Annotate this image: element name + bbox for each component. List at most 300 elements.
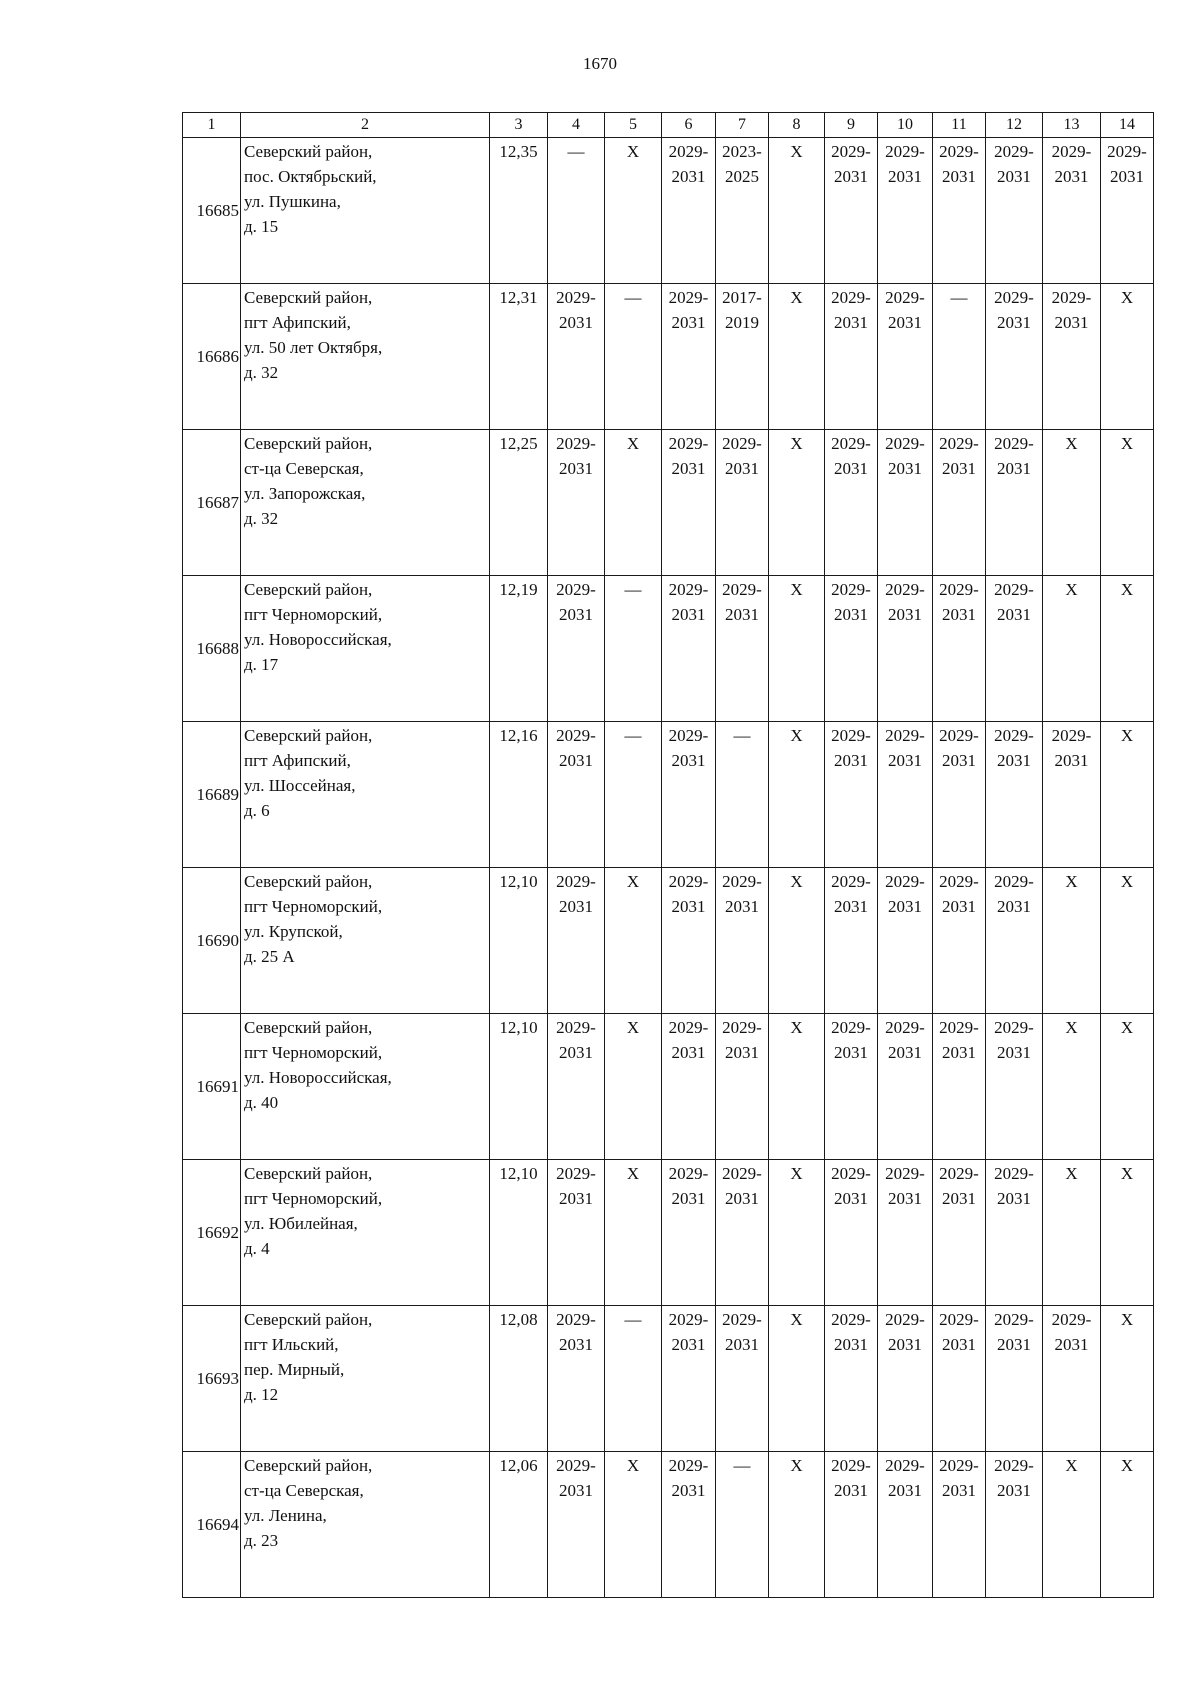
cell-text: 2025 xyxy=(725,167,759,186)
cell-text: Х xyxy=(1120,580,1134,599)
page-number: 1670 xyxy=(583,54,617,73)
value-cell-col-8 xyxy=(769,1452,825,1598)
cell-text: 2031 xyxy=(725,459,759,478)
value-cell-col-13 xyxy=(1043,1160,1101,1306)
cell-text: 2031 xyxy=(559,1189,593,1208)
cell-text: 2031 xyxy=(888,605,922,624)
cell-text: 2029- xyxy=(722,872,762,891)
value-cell-col-6 xyxy=(662,868,716,1014)
address-line: ул. Новороссийская, xyxy=(244,1068,392,1087)
cell-text: Х xyxy=(1120,288,1134,307)
cell-text: 2029- xyxy=(831,1310,871,1329)
cell-text: 2029- xyxy=(994,142,1034,161)
cell-text: 2029- xyxy=(939,142,979,161)
cell-text: 2031 xyxy=(725,605,759,624)
value-cell-col-13 xyxy=(1043,576,1101,722)
address-line: д. 40 xyxy=(244,1093,279,1112)
cell-text: Х xyxy=(626,872,640,891)
cell-text: 2029- xyxy=(939,1456,979,1475)
cell-text: 2029- xyxy=(939,1310,979,1329)
value-cell-col-11 xyxy=(933,1160,986,1306)
cell-text: 2029- xyxy=(1051,288,1092,307)
address-line: Северский район, xyxy=(244,288,373,307)
value-cell-col-14 xyxy=(1101,284,1154,430)
housing-register-table xyxy=(182,112,1154,1598)
cell-text: 2031 xyxy=(671,751,706,770)
value-cell-col-7 xyxy=(716,1160,769,1306)
cell-text: 2029- xyxy=(994,1456,1034,1475)
address-line: д. 4 xyxy=(244,1239,270,1258)
value-cell-col-13 xyxy=(1043,430,1101,576)
cell-text: 2031 xyxy=(725,1335,759,1354)
cell-text: 2031 xyxy=(671,459,706,478)
column-header-11: 11 xyxy=(933,113,986,138)
address-line: пгт Черноморский, xyxy=(244,605,383,624)
cell-text: — xyxy=(624,288,642,307)
column-header-1: 1 xyxy=(183,113,241,138)
cell-text: 2029- xyxy=(556,1310,596,1329)
address-line: ст-ца Северская, xyxy=(244,1481,364,1500)
address-line: д. 23 xyxy=(244,1531,279,1550)
address-line: пгт Ильский, xyxy=(244,1335,339,1354)
address-line: д. 32 xyxy=(244,363,279,382)
value-cell-col-14 xyxy=(1101,1306,1154,1452)
address-line: пгт Афипский, xyxy=(244,313,351,332)
cell-text: Х xyxy=(790,288,803,307)
cell-text: 2031 xyxy=(725,897,759,916)
cell-text: 2031 xyxy=(942,459,976,478)
cell-text: 2029- xyxy=(1107,142,1147,161)
cell-text: 2031 xyxy=(671,605,706,624)
cell-text: 2029- xyxy=(831,726,871,745)
cell-text: 2029- xyxy=(939,434,979,453)
address-line: Северский район, xyxy=(244,142,373,161)
value-cell-col-10 xyxy=(878,868,933,1014)
cell-text: 2031 xyxy=(671,897,706,916)
cell-text: 2031 xyxy=(888,1335,922,1354)
value-cell-col-6 xyxy=(662,1014,716,1160)
cell-text: 2031 xyxy=(559,459,593,478)
column-header-9: 9 xyxy=(825,113,878,138)
value-cell-col-6 xyxy=(662,138,716,284)
cell-text: 2029- xyxy=(668,142,709,161)
value-cell-col-13 xyxy=(1043,1452,1101,1598)
address-cell xyxy=(241,1160,490,1306)
cell-text: 2029- xyxy=(885,872,925,891)
cell-text: 2029- xyxy=(668,1164,709,1183)
cell-text: 2031 xyxy=(671,167,706,186)
cell-text: 2029- xyxy=(722,1164,762,1183)
cell-text: 2031 xyxy=(559,1335,593,1354)
value-cell-col-7 xyxy=(716,138,769,284)
cell-text: 2029- xyxy=(994,434,1034,453)
value-cell-col-9 xyxy=(825,722,878,868)
cell-text: 2029- xyxy=(668,580,709,599)
cell-text: 2029- xyxy=(668,1456,709,1475)
value-cell-col-4 xyxy=(548,1306,605,1452)
value-cell-col-10 xyxy=(878,284,933,430)
cell-text: 2031 xyxy=(834,751,868,770)
value-cell-col-12 xyxy=(986,1452,1043,1598)
cell-text: 2031 xyxy=(942,605,976,624)
value-cell-col-12 xyxy=(986,1160,1043,1306)
value-cell-col-6 xyxy=(662,284,716,430)
cell-text: 2029- xyxy=(939,580,979,599)
value-cell-col-4 xyxy=(548,1160,605,1306)
value-cell-col-4 xyxy=(548,1014,605,1160)
address-line: д. 32 xyxy=(244,509,279,528)
cell-text: 2029- xyxy=(939,726,979,745)
value-cell-col-12 xyxy=(986,284,1043,430)
column-header-4: 4 xyxy=(548,113,605,138)
value-cell-col-9 xyxy=(825,430,878,576)
address-line: ул. Ленина, xyxy=(244,1506,327,1525)
row-id: 16687 xyxy=(183,430,241,576)
address-line: пгт Черноморский, xyxy=(244,1043,383,1062)
value-cell-col-7 xyxy=(716,1014,769,1160)
value-cell-col-11 xyxy=(933,868,986,1014)
address-line: Северский район, xyxy=(244,726,373,745)
table-row xyxy=(183,284,1154,430)
address-line: Северский район, xyxy=(244,1456,373,1475)
cell-text: 2029- xyxy=(668,288,709,307)
value-cell-col-13 xyxy=(1043,1014,1101,1160)
cell-text: 2019 xyxy=(725,313,759,332)
value-cell-col-12 xyxy=(986,138,1043,284)
cell-text: 2031 xyxy=(559,751,593,770)
cell-text: 2031 xyxy=(671,1335,706,1354)
cell-text: 2031 xyxy=(834,167,868,186)
cell-text: 2029- xyxy=(668,1310,709,1329)
column-number-header-row xyxy=(183,113,1154,138)
value-cell-col-11 xyxy=(933,1306,986,1452)
cell-text: 2031 xyxy=(997,1481,1031,1500)
value-cell-col-7 xyxy=(716,868,769,1014)
cell-text: 2029- xyxy=(831,142,871,161)
cell-text: 2029- xyxy=(668,1018,709,1037)
value-cell-col-6 xyxy=(662,1306,716,1452)
cell-text: 2029- xyxy=(722,434,762,453)
value-cell-col-7 xyxy=(716,1306,769,1452)
cell-text: Х xyxy=(1120,1164,1134,1183)
cell-text: 2029- xyxy=(556,872,596,891)
cell-text: 2029- xyxy=(722,1310,762,1329)
area-cell: 12,16 xyxy=(490,722,548,868)
value-cell-col-14 xyxy=(1101,722,1154,868)
value-cell-col-12 xyxy=(986,576,1043,722)
value-cell-col-11 xyxy=(933,576,986,722)
cell-text: 2031 xyxy=(559,313,593,332)
value-cell-col-7 xyxy=(716,722,769,868)
cell-text: 2031 xyxy=(559,1043,593,1062)
value-cell-col-8 xyxy=(769,576,825,722)
value-cell-col-12 xyxy=(986,430,1043,576)
value-cell-col-9 xyxy=(825,868,878,1014)
cell-text: 2031 xyxy=(834,1043,868,1062)
value-cell-col-5 xyxy=(605,1160,662,1306)
value-cell-col-5 xyxy=(605,1452,662,1598)
address-line: ул. Пушкина, xyxy=(244,192,341,211)
cell-text: 2029- xyxy=(885,1310,925,1329)
cell-text: 2029- xyxy=(722,1018,762,1037)
area-cell: 12,19 xyxy=(490,576,548,722)
value-cell-col-4 xyxy=(548,868,605,1014)
value-cell-col-7 xyxy=(716,1452,769,1598)
cell-text: 2029- xyxy=(939,872,979,891)
cell-text: 2031 xyxy=(888,751,922,770)
cell-text: 2031 xyxy=(671,313,706,332)
column-header-6: 6 xyxy=(662,113,716,138)
address-line: д. 15 xyxy=(244,217,279,236)
address-line: ст-ца Северская, xyxy=(244,459,364,478)
cell-text: 2029- xyxy=(885,1018,925,1037)
value-cell-col-11 xyxy=(933,138,986,284)
value-cell-col-8 xyxy=(769,430,825,576)
value-cell-col-6 xyxy=(662,576,716,722)
cell-text: 2029- xyxy=(1051,726,1092,745)
cell-text: 2029- xyxy=(994,1018,1034,1037)
area-cell: 12,25 xyxy=(490,430,548,576)
cell-text: 2031 xyxy=(888,897,922,916)
cell-text: 2031 xyxy=(1054,313,1089,332)
row-id: 16694 xyxy=(183,1452,241,1598)
cell-text: 2031 xyxy=(997,1189,1031,1208)
value-cell-col-10 xyxy=(878,138,933,284)
cell-text: 2031 xyxy=(834,1335,868,1354)
column-header-13: 13 xyxy=(1043,113,1101,138)
value-cell-col-14 xyxy=(1101,1014,1154,1160)
cell-text: 2031 xyxy=(888,1481,922,1500)
cell-text: 2029- xyxy=(668,872,709,891)
value-cell-col-11 xyxy=(933,430,986,576)
cell-text: 2031 xyxy=(942,167,976,186)
value-cell-col-9 xyxy=(825,138,878,284)
cell-text: 2029- xyxy=(994,1310,1034,1329)
value-cell-col-8 xyxy=(769,138,825,284)
value-cell-col-9 xyxy=(825,1306,878,1452)
row-id: 16693 xyxy=(183,1306,241,1452)
area-cell: 12,08 xyxy=(490,1306,548,1452)
value-cell-col-5 xyxy=(605,284,662,430)
area-cell: 12,10 xyxy=(490,1014,548,1160)
area-cell: 12,10 xyxy=(490,1160,548,1306)
cell-text: 2031 xyxy=(997,751,1031,770)
cell-text: 2029- xyxy=(722,580,762,599)
column-header-10: 10 xyxy=(878,113,933,138)
cell-text: — xyxy=(624,1310,642,1329)
cell-text: Х xyxy=(1065,1018,1078,1037)
address-line: пгт Черноморский, xyxy=(244,897,383,916)
value-cell-col-9 xyxy=(825,1160,878,1306)
table-row xyxy=(183,1160,1154,1306)
value-cell-col-14 xyxy=(1101,868,1154,1014)
cell-text: Х xyxy=(790,1310,803,1329)
value-cell-col-10 xyxy=(878,576,933,722)
value-cell-col-4 xyxy=(548,138,605,284)
cell-text: 2031 xyxy=(834,1189,868,1208)
row-id: 16692 xyxy=(183,1160,241,1306)
cell-text: 2031 xyxy=(671,1481,706,1500)
cell-text: 2029- xyxy=(831,1164,871,1183)
value-cell-col-8 xyxy=(769,1160,825,1306)
cell-text: 2031 xyxy=(559,897,593,916)
cell-text: 2031 xyxy=(942,1189,976,1208)
value-cell-col-9 xyxy=(825,1452,878,1598)
address-line: Северский район, xyxy=(244,434,373,453)
cell-text: 2029- xyxy=(1051,1310,1092,1329)
value-cell-col-10 xyxy=(878,722,933,868)
table-body xyxy=(183,138,1154,1598)
value-cell-col-8 xyxy=(769,868,825,1014)
cell-text: 2029- xyxy=(556,1456,596,1475)
value-cell-col-14 xyxy=(1101,576,1154,722)
cell-text: — xyxy=(624,726,642,745)
row-id: 16686 xyxy=(183,284,241,430)
cell-text: 2029- xyxy=(831,580,871,599)
value-cell-col-14 xyxy=(1101,430,1154,576)
cell-text: 2031 xyxy=(997,1335,1031,1354)
cell-text: — xyxy=(567,142,585,161)
address-line: Северский район, xyxy=(244,1164,373,1183)
value-cell-col-6 xyxy=(662,722,716,868)
address-cell xyxy=(241,576,490,722)
address-line: пгт Черноморский, xyxy=(244,1189,383,1208)
cell-text: 2029- xyxy=(994,1164,1034,1183)
value-cell-col-5 xyxy=(605,868,662,1014)
value-cell-col-5 xyxy=(605,138,662,284)
table-row xyxy=(183,576,1154,722)
address-line: ул. Крупской, xyxy=(244,922,343,941)
value-cell-col-4 xyxy=(548,576,605,722)
cell-text: 2029- xyxy=(556,580,596,599)
cell-text: 2029- xyxy=(994,726,1034,745)
value-cell-col-12 xyxy=(986,1014,1043,1160)
cell-text: 2029- xyxy=(831,1456,871,1475)
value-cell-col-14 xyxy=(1101,138,1154,284)
cell-text: 2031 xyxy=(997,313,1031,332)
cell-text: 2031 xyxy=(725,1189,759,1208)
value-cell-col-4 xyxy=(548,1452,605,1598)
address-line: ул. Новороссийская, xyxy=(244,630,392,649)
cell-text: 2031 xyxy=(1054,1335,1089,1354)
cell-text: 2029- xyxy=(668,434,709,453)
cell-text: 2017- xyxy=(722,288,762,307)
area-cell: 12,10 xyxy=(490,868,548,1014)
cell-text: 2031 xyxy=(997,1043,1031,1062)
column-header-2: 2 xyxy=(241,113,490,138)
value-cell-col-10 xyxy=(878,1306,933,1452)
cell-text: 2029- xyxy=(885,434,925,453)
table-row xyxy=(183,722,1154,868)
cell-text: 2031 xyxy=(942,897,976,916)
value-cell-col-9 xyxy=(825,284,878,430)
address-cell xyxy=(241,1452,490,1598)
cell-text: Х xyxy=(790,1018,803,1037)
table-row xyxy=(183,1452,1154,1598)
cell-text: Х xyxy=(790,434,803,453)
cell-text: Х xyxy=(626,1018,640,1037)
cell-text: Х xyxy=(1065,580,1078,599)
cell-text: 2031 xyxy=(834,1481,868,1500)
value-cell-col-10 xyxy=(878,1014,933,1160)
cell-text: 2031 xyxy=(671,1189,706,1208)
cell-text: Х xyxy=(790,1456,803,1475)
value-cell-col-11 xyxy=(933,1452,986,1598)
cell-text: 2029- xyxy=(885,726,925,745)
cell-text: 2031 xyxy=(942,1043,976,1062)
address-cell xyxy=(241,1014,490,1160)
value-cell-col-13 xyxy=(1043,138,1101,284)
value-cell-col-13 xyxy=(1043,1306,1101,1452)
address-line: ул. Запорожская, xyxy=(244,484,366,503)
value-cell-col-4 xyxy=(548,284,605,430)
value-cell-col-12 xyxy=(986,722,1043,868)
address-cell xyxy=(241,1306,490,1452)
cell-text: 2031 xyxy=(888,1189,922,1208)
cell-text: — xyxy=(624,580,642,599)
value-cell-col-5 xyxy=(605,1306,662,1452)
value-cell-col-8 xyxy=(769,1306,825,1452)
address-line: д. 6 xyxy=(244,801,270,820)
cell-text: 2031 xyxy=(834,605,868,624)
address-line: д. 12 xyxy=(244,1385,279,1404)
cell-text: 2031 xyxy=(888,1043,922,1062)
address-line: д. 17 xyxy=(244,655,279,674)
value-cell-col-6 xyxy=(662,1452,716,1598)
cell-text: 2029- xyxy=(994,580,1034,599)
row-id: 16685 xyxy=(183,138,241,284)
cell-text: Х xyxy=(1065,872,1078,891)
value-cell-col-11 xyxy=(933,284,986,430)
table-row xyxy=(183,1306,1154,1452)
cell-text: 2029- xyxy=(939,1018,979,1037)
cell-text: 2031 xyxy=(834,897,868,916)
cell-text: 2029- xyxy=(1051,142,1092,161)
address-line: Северский район, xyxy=(244,1310,373,1329)
column-header-12: 12 xyxy=(986,113,1043,138)
value-cell-col-7 xyxy=(716,576,769,722)
cell-text: 2029- xyxy=(885,288,925,307)
cell-text: 2031 xyxy=(1054,167,1089,186)
address-cell xyxy=(241,868,490,1014)
cell-text: 2029- xyxy=(831,288,871,307)
value-cell-col-10 xyxy=(878,1452,933,1598)
cell-text: Х xyxy=(1120,872,1134,891)
value-cell-col-6 xyxy=(662,1160,716,1306)
value-cell-col-4 xyxy=(548,722,605,868)
address-line: пер. Мирный, xyxy=(244,1360,345,1379)
table-row xyxy=(183,138,1154,284)
cell-text: 2031 xyxy=(888,459,922,478)
cell-text: Х xyxy=(1120,1310,1134,1329)
value-cell-col-9 xyxy=(825,576,878,722)
value-cell-col-10 xyxy=(878,1160,933,1306)
row-id: 16690 xyxy=(183,868,241,1014)
value-cell-col-9 xyxy=(825,1014,878,1160)
cell-text: 2031 xyxy=(888,313,922,332)
cell-text: Х xyxy=(790,1164,803,1183)
value-cell-col-8 xyxy=(769,722,825,868)
cell-text: Х xyxy=(1120,726,1134,745)
address-cell xyxy=(241,430,490,576)
table-row xyxy=(183,430,1154,576)
cell-text: 2029- xyxy=(556,1018,596,1037)
address-line: ул. 50 лет Октября, xyxy=(244,338,383,357)
cell-text: 2029- xyxy=(556,1164,596,1183)
address-line: Северский район, xyxy=(244,1018,373,1037)
address-cell xyxy=(241,284,490,430)
address-line: Северский район, xyxy=(244,872,373,891)
